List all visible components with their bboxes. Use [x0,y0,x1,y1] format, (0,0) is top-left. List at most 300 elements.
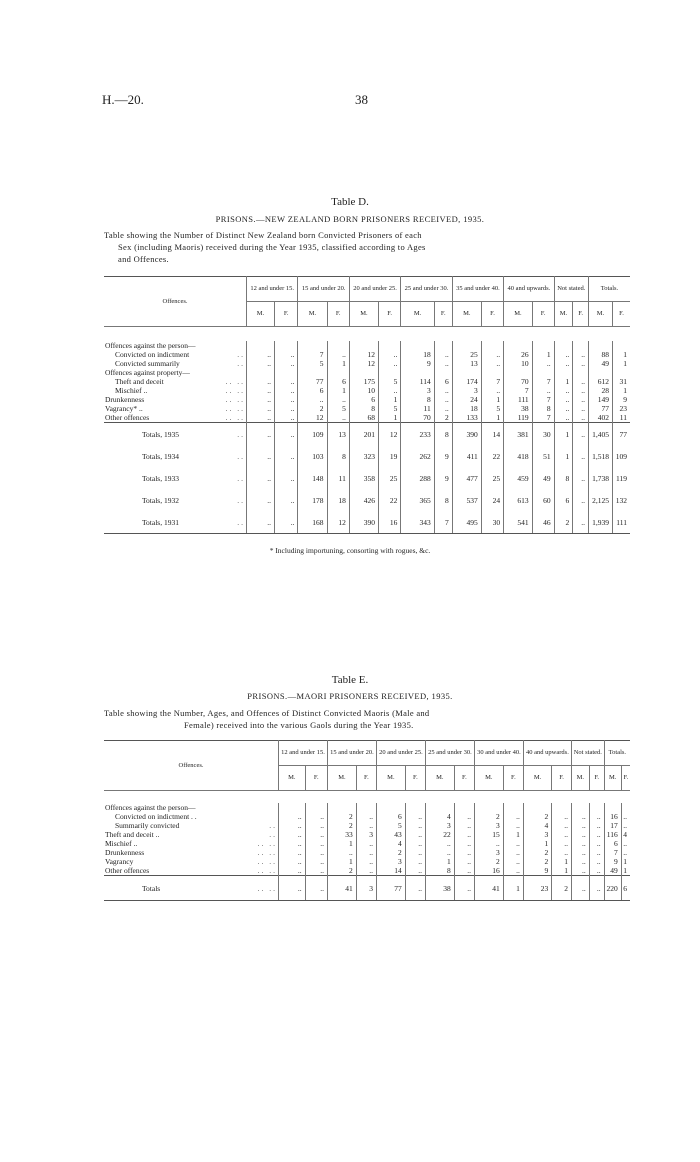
table-d-cell: 31 [613,377,630,386]
table-d-row-leader: .. .. [225,386,245,395]
table-e-row-label-cell [104,812,279,821]
table-d-cell: .. [247,489,275,511]
table-e-cell: .. [454,812,474,821]
table-d-cell: 12 [378,423,400,446]
table-d-totals-leader: .. [237,517,245,527]
table-d-cell: 109 [298,423,327,446]
table-d-cell: .. [247,467,275,489]
table-d-cell: 1 [481,395,503,404]
table-d-totals-label-cell [104,467,247,489]
table-e-col-age-group: Not stated. [571,741,604,766]
table-d-totals-label-cell [104,489,247,511]
table-d-cell: 1 [532,350,554,359]
table-d-cell: 109 [613,445,630,467]
table-d-cell [452,341,481,350]
table-e-cell: .. [405,812,425,821]
table-e-cell: .. [405,857,425,866]
table-e-cell: .. [405,866,425,876]
table-d-cell [588,368,612,377]
table-e-cell: .. [589,830,604,839]
table-d-cell: 418 [504,445,533,467]
table-d-row-label-cell [104,386,247,395]
table-e-cell: 7 [604,848,621,857]
table-e-cell: .. [552,830,572,839]
table-e-cell: .. [279,839,306,848]
table-e-cell: .. [305,876,327,901]
table-d-cell: .. [532,386,554,395]
table-e-col-f: F. [405,766,425,791]
table-e-cell: .. [589,866,604,876]
table-d-cell: 22 [481,445,503,467]
table-e-header-row [104,741,630,766]
table-d-cell: 5 [327,404,349,413]
table-e-cell: 6 [621,876,630,901]
table-d-cell: 9 [401,359,434,368]
table-d-totals-label: Totals, 1935 [142,429,179,439]
table-e-row [104,803,630,812]
table-d-cell: .. [247,423,275,446]
table-d-cell: .. [573,413,589,423]
table-e-cell: .. [405,839,425,848]
table-d-cell: .. [274,511,298,534]
table-d-cell: 5 [481,404,503,413]
table-d-cell: 8 [434,489,452,511]
table-d-cell: .. [378,350,400,359]
table-d-cell: 19 [378,445,400,467]
table-d-cell: .. [327,350,349,359]
table-d-totals-leader: .. [237,473,245,483]
table-e-cell: .. [305,866,327,876]
table-d-cell: 9 [434,467,452,489]
table-d-cell [573,368,589,377]
table-d-cell: 1,738 [588,467,612,489]
table-d-cell: 51 [532,445,554,467]
table-d-cell: .. [274,395,298,404]
table-d-row-label-cell [104,404,247,413]
table-e-cell: 1 [621,857,630,866]
table-e-title: Table E. [331,674,369,686]
table-d-cell: 7 [504,386,533,395]
table-e-cell: 3 [474,848,503,857]
table-e-cell: .. [305,848,327,857]
table-d-cell: 1 [378,395,400,404]
table-d-cell: 7 [532,395,554,404]
table-e-cell: 2 [523,848,551,857]
table-d-col-age-group: 25 and under 30. [401,277,452,302]
table-d-cell: .. [573,377,589,386]
table-d-cell [401,368,434,377]
table-d-cell [434,341,452,350]
table-e-cell [571,803,589,812]
table-e-cell: .. [454,876,474,901]
table-d-cell: 149 [588,395,612,404]
table-e-cell: 6 [376,812,405,821]
table-d-cell: .. [481,359,503,368]
table-e-col-age-group: 12 and under 15. [279,741,328,766]
table-d-cell: 495 [452,511,481,534]
table-d-cell: .. [274,350,298,359]
table-e-col-f: F. [552,766,572,791]
table-e-cell [405,803,425,812]
table-d-col-m: M. [554,302,573,327]
table-e-col-age-group: 20 and under 25. [376,741,425,766]
table-d-cell: 23 [613,404,630,413]
table-e-cell: .. [305,839,327,848]
table-e-cell: 2 [327,821,356,830]
table-d-row-leader: .. [237,359,245,368]
table-d-description [104,229,656,265]
table-e-cell: .. [503,839,523,848]
table-d-cell: 7 [532,413,554,423]
table-e-cell: .. [621,812,630,821]
table-d-col-f: F. [327,302,349,327]
table-d-cell: .. [554,350,573,359]
table-e-cell [474,803,503,812]
table-d-cell: .. [554,386,573,395]
table-d-row-leader: .. [237,350,245,359]
table-e-cell: .. [279,857,306,866]
table-d-cell: .. [573,511,589,534]
table-d-cell: 1 [481,413,503,423]
table-e-cell [552,803,572,812]
table-e-col-age-group: 40 and upwards. [523,741,571,766]
table-e-row [104,821,630,830]
table-e-cell: 4 [621,830,630,839]
table-e-col-m: M. [474,766,503,791]
table-d-cell: 365 [401,489,434,511]
table-e-cell: 220 [604,876,621,901]
table-d-cell [298,368,327,377]
table-e-cell: 1 [552,866,572,876]
table-e-cell: 116 [604,830,621,839]
table-d-cell: 38 [504,404,533,413]
table-e-cell: .. [327,848,356,857]
table-e-totals-label-cell [104,876,279,901]
table-d-cell [327,341,349,350]
table-d-cell: 132 [613,489,630,511]
table-e-row-label: Summarily convicted [115,821,180,830]
table-d-cell: 1 [554,377,573,386]
table-d-col-m: M. [588,302,612,327]
table-d-row-label: Convicted on indictment [115,350,190,359]
table-e-cell: 3 [425,821,454,830]
table-d-totals-row [104,489,630,511]
table-d-col-age-group: 40 and upwards. [504,277,554,302]
table-d-cell: .. [481,386,503,395]
table-d-row [104,359,630,368]
table-d-cell: 18 [401,350,434,359]
table-d-cell: 12 [349,359,378,368]
table-d-cell: 68 [349,413,378,423]
table-d-cell: .. [274,377,298,386]
table-d-totals-row [104,511,630,534]
table-d-row [104,341,630,350]
table-e-cell: .. [571,830,589,839]
table-e-cell: .. [279,821,306,830]
table-d-cell: .. [274,386,298,395]
table-d-cell: .. [378,359,400,368]
table-e-cell: .. [356,812,376,821]
table-d-cell: 1 [327,386,349,395]
table-d-cell: 12 [349,350,378,359]
table-d-totals-label-cell [104,445,247,467]
table-d-cell: 10 [504,359,533,368]
table-d-col-f: F. [434,302,452,327]
table-d-cell: 343 [401,511,434,534]
table-d-cell: .. [573,350,589,359]
table-e-row-label-cell [104,866,279,876]
table-d-cell: 7 [481,377,503,386]
table-d-cell: .. [327,395,349,404]
table-d-cell: 1 [327,359,349,368]
table-d-row-label-cell [104,395,247,404]
table-e-cell: 17 [604,821,621,830]
table-d-totals-row [104,467,630,489]
table-d-cell: 49 [588,359,612,368]
table-d-cell: .. [532,359,554,368]
table-e-cell: .. [279,830,306,839]
table-e-cell: .. [279,812,306,821]
table-e-cell: .. [305,830,327,839]
table-e-row-leader: .. .. [257,839,277,848]
table-d-cell [554,368,573,377]
table-d-cell: 5 [378,377,400,386]
table-d-cell: 613 [504,489,533,511]
table-e-cell: .. [589,848,604,857]
table-e-cell: 16 [474,866,503,876]
table-d-cell: 25 [378,467,400,489]
table-d-cell: 358 [349,467,378,489]
table-d-cell: 174 [452,377,481,386]
table-e-cell: 2 [474,812,503,821]
table-d-cell: 111 [613,511,630,534]
table-e-totals-label: Totals [142,883,161,893]
table-e-cell: .. [305,812,327,821]
table-d-cell: .. [434,386,452,395]
table-d-cell: 381 [504,423,533,446]
table-d-cell: 3 [452,386,481,395]
table-e-cell: .. [552,839,572,848]
table-d-totals-label: Totals, 1934 [142,451,179,461]
table-d-cell: 13 [327,423,349,446]
table-e-description-line-2: Female) received into the various Gaols during the Year 1935. [184,720,414,730]
table-d-cell: 11 [613,413,630,423]
table-d-cell: 175 [349,377,378,386]
table-d-col-f: F. [532,302,554,327]
table-e-cell: 3 [474,821,503,830]
table-e-cell: .. [621,821,630,830]
table-e-cell: 3 [376,857,405,866]
table-d-cell: 24 [452,395,481,404]
table-e-col-m: M. [376,766,405,791]
table-d-cell: 541 [504,511,533,534]
table-d-col-f: F. [613,302,630,327]
table-d-col-age-group: Not stated. [554,277,588,302]
table-e-cell: 5 [376,821,405,830]
table-d-cell: 7 [434,511,452,534]
table-d-title: Table D. [331,196,369,208]
table-e-row-leader: .. [269,821,277,830]
table-d-col-age-group: 35 and under 40. [452,277,503,302]
table-e-cell: 49 [604,866,621,876]
table-d-cell: 77 [588,404,612,413]
table-d-cell: 390 [349,511,378,534]
table-d-col-age-group: Totals. [588,277,630,302]
table-e-cell: .. [454,848,474,857]
table-e-cell: .. [552,848,572,857]
table-d-cell: 30 [481,511,503,534]
table-d-cell: .. [247,404,275,413]
table-d-cell: 133 [452,413,481,423]
table-d-cell: 88 [588,350,612,359]
table-e-row [104,839,630,848]
table-d-cell: 24 [481,489,503,511]
table-d-cell: 459 [504,467,533,489]
table-d-cell: 2,125 [588,489,612,511]
table-d-cell: 8 [532,404,554,413]
table-d-cell [554,341,573,350]
table-e-totals-row [104,876,630,901]
table-d-cell: 26 [504,350,533,359]
table-d-totals-leader: .. [237,429,245,439]
table-d-cell: .. [247,386,275,395]
table-e-cell: .. [454,866,474,876]
table-d-cell: 25 [481,467,503,489]
table-d-col-m: M. [452,302,481,327]
table-d-cell: .. [274,423,298,446]
table-d-cell: 1 [613,350,630,359]
table-d-row [104,404,630,413]
table-d-cell: 103 [298,445,327,467]
table-d-col-m: M. [247,302,275,327]
table-e-cell: .. [356,821,376,830]
table-e-cell: .. [552,821,572,830]
table-d-col-m: M. [349,302,378,327]
table-e-col-f: F. [305,766,327,791]
table-d-cell: .. [247,350,275,359]
table-e-cell [589,803,604,812]
table-e-row-leader: .. .. [257,866,277,875]
table-d-cell: 426 [349,489,378,511]
table-e-cell: .. [454,830,474,839]
table-d-cell: .. [274,445,298,467]
table-e-cell [356,803,376,812]
table-d-cell [247,341,275,350]
table-e-cell: .. [454,821,474,830]
table-d-cell: 1 [378,413,400,423]
table-d-cell: 119 [613,467,630,489]
table-d-cell: .. [298,395,327,404]
table-d-row-label: Other offences [105,413,150,422]
table-e-cell: .. [589,857,604,866]
table-d-cell: 11 [327,467,349,489]
table-e-cell: 2 [474,857,503,866]
table-e-col-m: M. [425,766,454,791]
table-d-cell: 402 [588,413,612,423]
table-e-cell: 1 [503,876,523,901]
table-e-cell [279,803,306,812]
table-d-cell: 18 [327,489,349,511]
table-d-cell: .. [554,404,573,413]
table-d-cell: 5 [298,359,327,368]
table-e-row-label-cell [104,830,279,839]
table-d-cell: 178 [298,489,327,511]
table-d-cell: .. [573,395,589,404]
table-d-cell: .. [434,359,452,368]
table-e-cell: .. [356,857,376,866]
table-e-col-f: F. [621,766,630,791]
table-e-cell: 14 [376,866,405,876]
table-d-cell: .. [327,413,349,423]
table-d-cell [247,368,275,377]
table-e-description-line-1: Table showing the Number, Ages, and Offences of Distinct Convicted Maoris (Male and [104,708,430,718]
table-d-row-label: Mischief .. [115,386,148,395]
table-d-cell: .. [274,467,298,489]
table-d-cell: 233 [401,423,434,446]
table-d-cell: 8 [327,445,349,467]
table-d-cell: 6 [349,395,378,404]
table-e-col-m: M. [523,766,551,791]
table-d-cell: 1 [613,386,630,395]
table-d-totals-leader: .. [237,495,245,505]
table-e-cell: .. [279,876,306,901]
table-d-cell: 7 [532,377,554,386]
table-e-row-label-cell [104,839,279,848]
table-d-cell: 1 [554,423,573,446]
table-d-cell: .. [573,467,589,489]
table-d-cell: 77 [298,377,327,386]
table-d-cell: 13 [452,359,481,368]
table-d-col-m: M. [298,302,327,327]
table-e-cell: 77 [376,876,405,901]
table-d-row-leader: .. .. [225,395,245,404]
table-d-row-label: Offences against property— [105,368,190,377]
table-d-totals-label-cell [104,423,247,446]
table-d-row-label: Vagrancy* .. [105,404,143,413]
table-e-cell: 8 [425,866,454,876]
table-e-cell: 2 [552,876,572,901]
table-d-cell: 11 [401,404,434,413]
table-d-row-leader: .. .. [225,377,245,386]
table-d-cell [613,368,630,377]
table-e-cell: 1 [503,830,523,839]
table-d-cell: 10 [349,386,378,395]
table-e-cell: 3 [523,830,551,839]
table-e-cell: 9 [604,857,621,866]
table-d-totals-leader: .. [237,451,245,461]
table-d-cell: .. [573,445,589,467]
table-d-cell: .. [247,395,275,404]
table-e-row [104,830,630,839]
table-e-cell: 3 [356,876,376,901]
table-d-row-label: Offences against the person— [105,341,196,350]
table-e-row-label-cell [104,848,279,857]
table-d-row-label-cell [104,341,247,350]
table-d-header-row [104,277,630,302]
table-e-cell: 1 [327,857,356,866]
table-e-row-label: Theft and deceit .. [105,830,160,839]
table-e-cell: .. [571,866,589,876]
table-e-cell: 4 [425,812,454,821]
table-d-row-leader: .. .. [225,404,245,413]
table-d-cell: 2 [554,511,573,534]
table-d-cell: .. [434,404,452,413]
table-d-cell: 70 [504,377,533,386]
table-d-cell: 5 [378,404,400,413]
table-e-cell: 2 [327,812,356,821]
table-d-row-label: Theft and deceit [115,377,164,386]
table-e-cell: 4 [523,821,551,830]
